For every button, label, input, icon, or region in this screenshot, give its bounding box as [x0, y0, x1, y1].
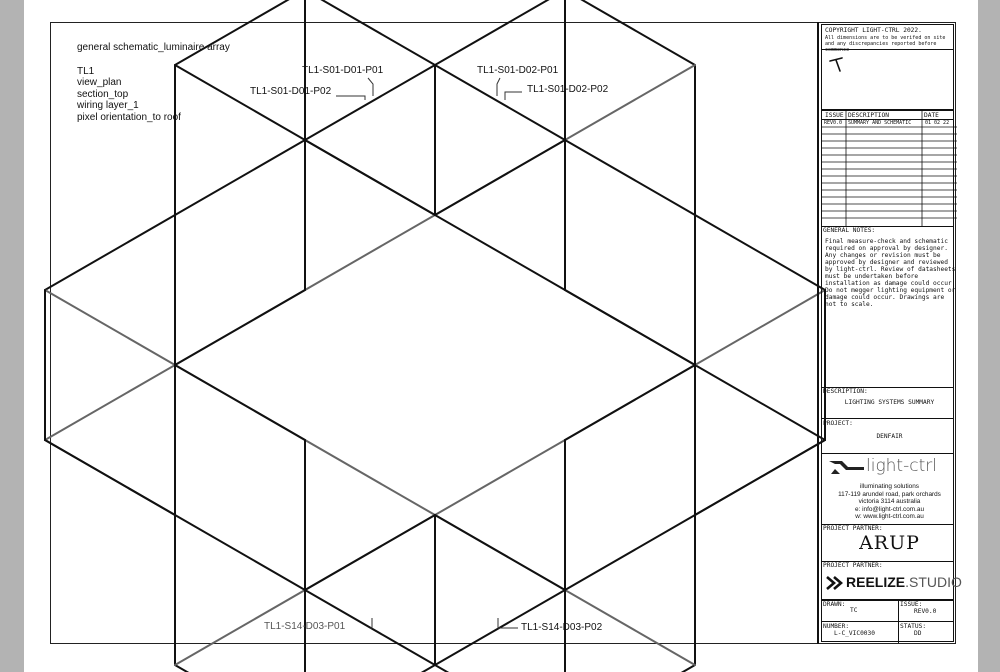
luminaire-segment — [45, 290, 695, 665]
note-line-3: section_top — [77, 88, 129, 100]
issue-row-date: 01 02 22 — [925, 120, 950, 126]
general-notes-label: GENERAL NOTES: — [823, 227, 876, 234]
partner2-light: .STUDIO — [905, 574, 962, 590]
luminaire-segment — [695, 440, 825, 515]
leader-bl — [370, 618, 372, 628]
leader-tr1 — [497, 78, 500, 96]
label-bottom-left: TL1-S14-D03-P01 — [264, 621, 346, 632]
luminaire-segment — [435, 140, 565, 215]
issue-value: REV0.0 — [914, 608, 937, 615]
address-line-5: w: www.light-ctrl.com.au — [855, 513, 924, 521]
number-label: NUMBER: — [823, 623, 850, 630]
title-block — [817, 22, 962, 644]
description-header: DESCRIPTION — [848, 112, 889, 119]
luminaire-segment — [435, 665, 565, 672]
address-line-1: illuminating solutions — [860, 483, 919, 490]
luminaire-segment — [565, 365, 695, 440]
luminaire-segment — [45, 65, 695, 440]
issue-row-desc: SUMMARY AND SCHEMATIC — [848, 120, 912, 126]
description-value: LIGHTING SYSTEMS SUMMARY — [844, 399, 935, 406]
label-top-right-1: TL1-S01-D02-P01 — [477, 65, 559, 76]
luminaire-segment — [695, 215, 825, 290]
luminaire-segment — [175, 65, 825, 440]
luminaire-segment — [565, 515, 695, 590]
partner2-label: PROJECT PARTNER: — [823, 562, 883, 569]
issue-header: ISSUE — [825, 112, 844, 119]
luminaire-segment — [175, 290, 305, 365]
drawn-value: TC — [850, 607, 858, 614]
date-header: DATE — [924, 112, 939, 119]
leader-tr2 — [505, 92, 522, 100]
label-top-right-2: TL1-S01-D02-P02 — [527, 84, 609, 95]
issue-table-grid — [822, 109, 957, 226]
partner1-label: PROJECT PARTNER: — [823, 525, 883, 532]
label-top-left-1: TL1-S01-D01-P01 — [302, 65, 384, 76]
luminaire-segment — [175, 665, 305, 672]
status-label: STATUS: — [900, 623, 927, 630]
north-arrow-icon — [827, 55, 847, 75]
luminaire-segment — [565, 140, 695, 215]
luminaire-segment — [305, 140, 435, 215]
issue-label: ISSUE: — [900, 601, 923, 608]
general-notes-text: Final measure-check and schematic required on approval by designer. Any changes or revision must be approved by designer and reviewed by light-ctrl. Review of datasheets must be undertaken before installation as damage could occur. Do not megger lighting equipment or damage could occur. Drawings are not to scale. — [825, 238, 956, 308]
luminaire-segment — [565, 665, 695, 672]
partner2-value — [846, 574, 962, 590]
luminaire-segment — [175, 365, 305, 440]
luminaire-segment — [175, 515, 305, 590]
partner2-bold: REELIZE — [846, 574, 906, 590]
brand-name: light-ctrl — [866, 456, 937, 476]
leader-tl1 — [368, 78, 373, 96]
luminaire-segment — [175, 0, 305, 65]
brand-address — [822, 483, 957, 521]
project-value: DENFAIR — [876, 433, 903, 440]
copyright-text: COPYRIGHT LIGHT-CTRL 2022. — [825, 27, 922, 34]
description-label: DESCRIPTION: — [823, 388, 868, 395]
label-top-left-2: TL1-S01-D01-P02 — [250, 86, 332, 97]
address-line-3: victoria 3114 australia — [858, 498, 921, 506]
reelize-arrow-icon — [826, 575, 846, 591]
partner1-value: ARUP — [859, 532, 920, 554]
luminaire-segment — [565, 0, 695, 65]
label-leaders — [336, 78, 522, 628]
luminaire-segment — [45, 440, 175, 515]
issue-row-rev: REV0.0 — [824, 120, 843, 126]
note-line-4: wiring layer_1 — [77, 100, 139, 111]
status-value: DD — [914, 630, 922, 637]
light-ctrl-logo — [828, 459, 868, 477]
number-value: L-C_VIC0030 — [834, 630, 875, 637]
project-label: PROJECT: — [823, 420, 853, 427]
copyright-subtext: All dimensions are to be verifed on site and any discrepancies reported before commence- — [825, 35, 946, 53]
luminaire-segment — [305, 665, 435, 672]
leader-tl2 — [336, 96, 365, 100]
note-line-2: view_plan — [77, 77, 122, 88]
luminaire-segment — [175, 290, 825, 665]
drawn-label: DRAWN: — [823, 601, 846, 608]
luminaire-segment — [305, 515, 435, 590]
address-line-2: 117-119 arundel road, park orchards — [838, 490, 941, 498]
note-line-5: pixel orientation_to roof — [77, 111, 181, 123]
luminaire-segment — [175, 140, 305, 215]
luminaire-segment — [45, 215, 175, 290]
label-bottom-right: TL1-S14-D03-P02 — [521, 622, 603, 633]
drawing-title: general schematic_luminaire array — [77, 42, 230, 53]
luminaire-segment — [435, 515, 565, 590]
note-line-1: TL1 — [77, 65, 95, 77]
address-line-4: e: info@light-ctrl.com.au — [855, 505, 924, 513]
luminaire-segment — [565, 290, 695, 365]
